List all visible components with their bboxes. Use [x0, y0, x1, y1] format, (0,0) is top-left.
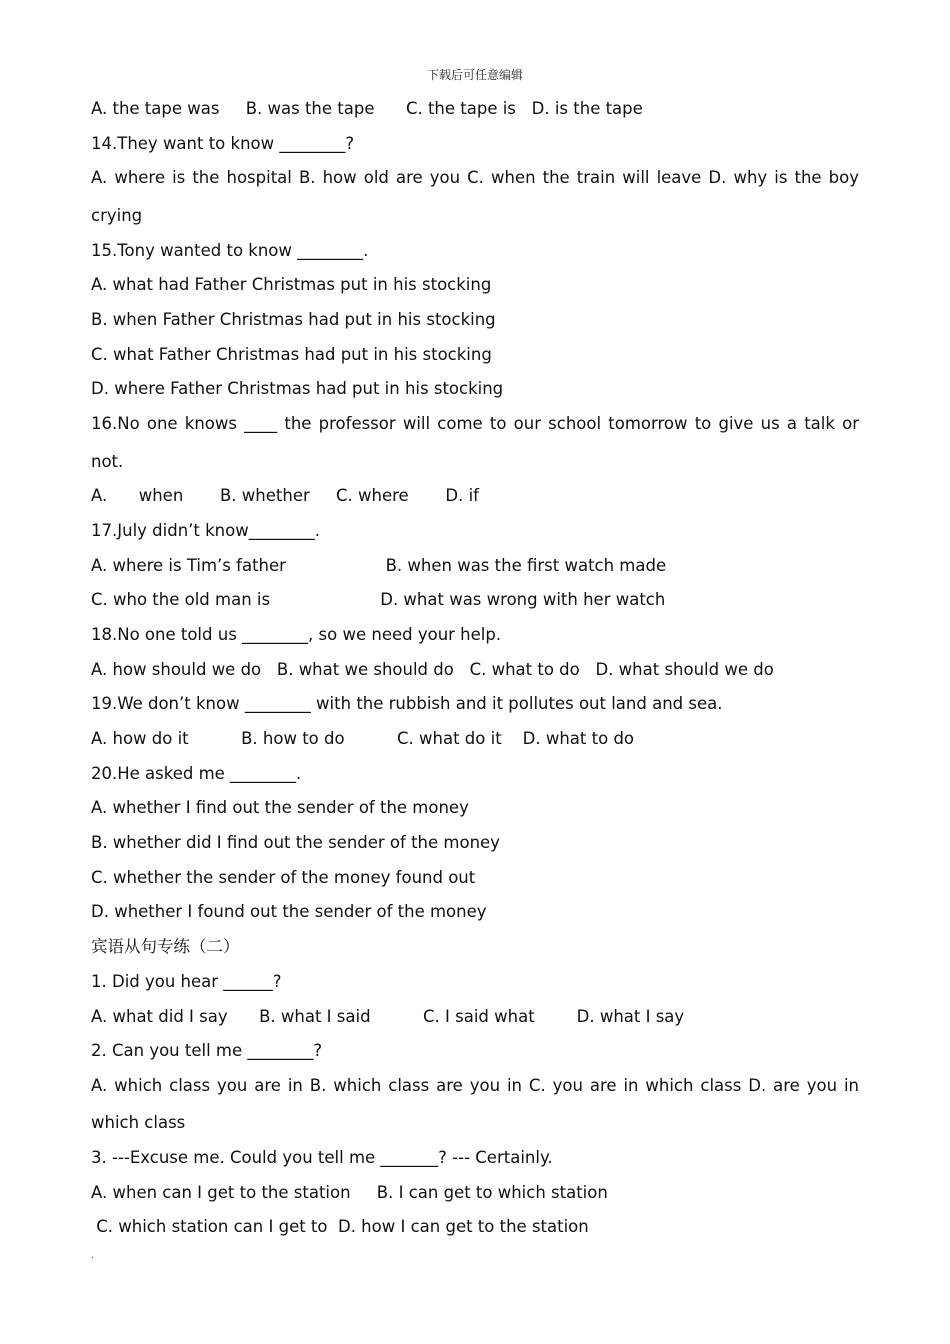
options-line-17-ab: A. where is Tim’s father B. when was the first watch made — [91, 555, 667, 575]
option-15-b: B. when Father Christmas had put in his stocking — [91, 309, 496, 329]
question-2-3: 3. ---Excuse me. Could you tell me _______? --- Certainly. — [91, 1148, 553, 1168]
option-20-b: B. whether did I find out the sender of the money — [91, 833, 500, 853]
question-2-2: 2. Can you tell me ________? — [91, 1041, 323, 1061]
question-16: 16.No one knows ____ the professor will come to our school tomorrow to give us a talk or — [91, 414, 859, 433]
options-line-14-cont: crying — [91, 205, 143, 225]
option-20-d: D. whether I found out the sender of the money — [91, 902, 487, 922]
exercise-content — [91, 96, 859, 1249]
options-line-18: A. how should we do B. what we should do C. what to do D. what should we do — [91, 659, 774, 679]
options-line-2-3-ab: A. when can I get to the station B. I can get to which station — [91, 1182, 608, 1202]
section-heading: 宾语从句专练（二） — [91, 937, 240, 957]
question-16-cont: not. — [91, 451, 124, 471]
question-19: 19.We don’t know ________ with the rubbish and it pollutes out land and sea. — [91, 694, 723, 714]
options-line-13: A. the tape was B. was the tape C. the tape is D. is the tape — [91, 99, 643, 118]
options-line-19: A. how do it B. how to do C. what do it D. what to do — [91, 729, 635, 748]
page-header: 下载后可任意编辑 — [426, 68, 523, 82]
question-15: 15.Tony wanted to know ________. — [91, 240, 369, 260]
question-18: 18.No one told us ________, so we need your help. — [91, 624, 502, 644]
option-15-d: D. where Father Christmas had put in his stocking — [91, 379, 504, 399]
question-17: 17.July didn’t know________. — [91, 520, 320, 540]
options-line-2-2: A. which class you are in B. which class are you in C. you are in which class D. are you in — [91, 1075, 859, 1095]
question-14: 14.They want to know ________? — [91, 133, 355, 153]
footer-mark: . — [91, 1250, 95, 1261]
options-line-17-cd: C. who the old man is D. what was wrong with her watch — [91, 590, 666, 610]
options-line-2-1: A. what did I say B. what I said C. I said what D. what I say — [91, 1006, 685, 1026]
option-15-a: A. what had Father Christmas put in his stocking — [91, 275, 492, 295]
option-20-c: C. whether the sender of the money found out — [91, 867, 476, 887]
question-2-1: 1. Did you hear ______? — [91, 971, 282, 991]
question-20: 20.He asked me ________. — [91, 763, 302, 783]
option-15-c: C. what Father Christmas had put in his stocking — [91, 344, 492, 364]
options-line-2-2-cont: which class — [91, 1113, 186, 1133]
options-line-16: A. when B. whether C. where D. if — [91, 486, 479, 506]
options-line-14: A. where is the hospital B. how old are you C. when the train will leave D. why is the boy — [91, 168, 859, 188]
options-line-2-3-cd: C. which station can I get to D. how I can get to the station — [91, 1217, 589, 1237]
option-20-a: A. whether I find out the sender of the money — [91, 798, 469, 818]
